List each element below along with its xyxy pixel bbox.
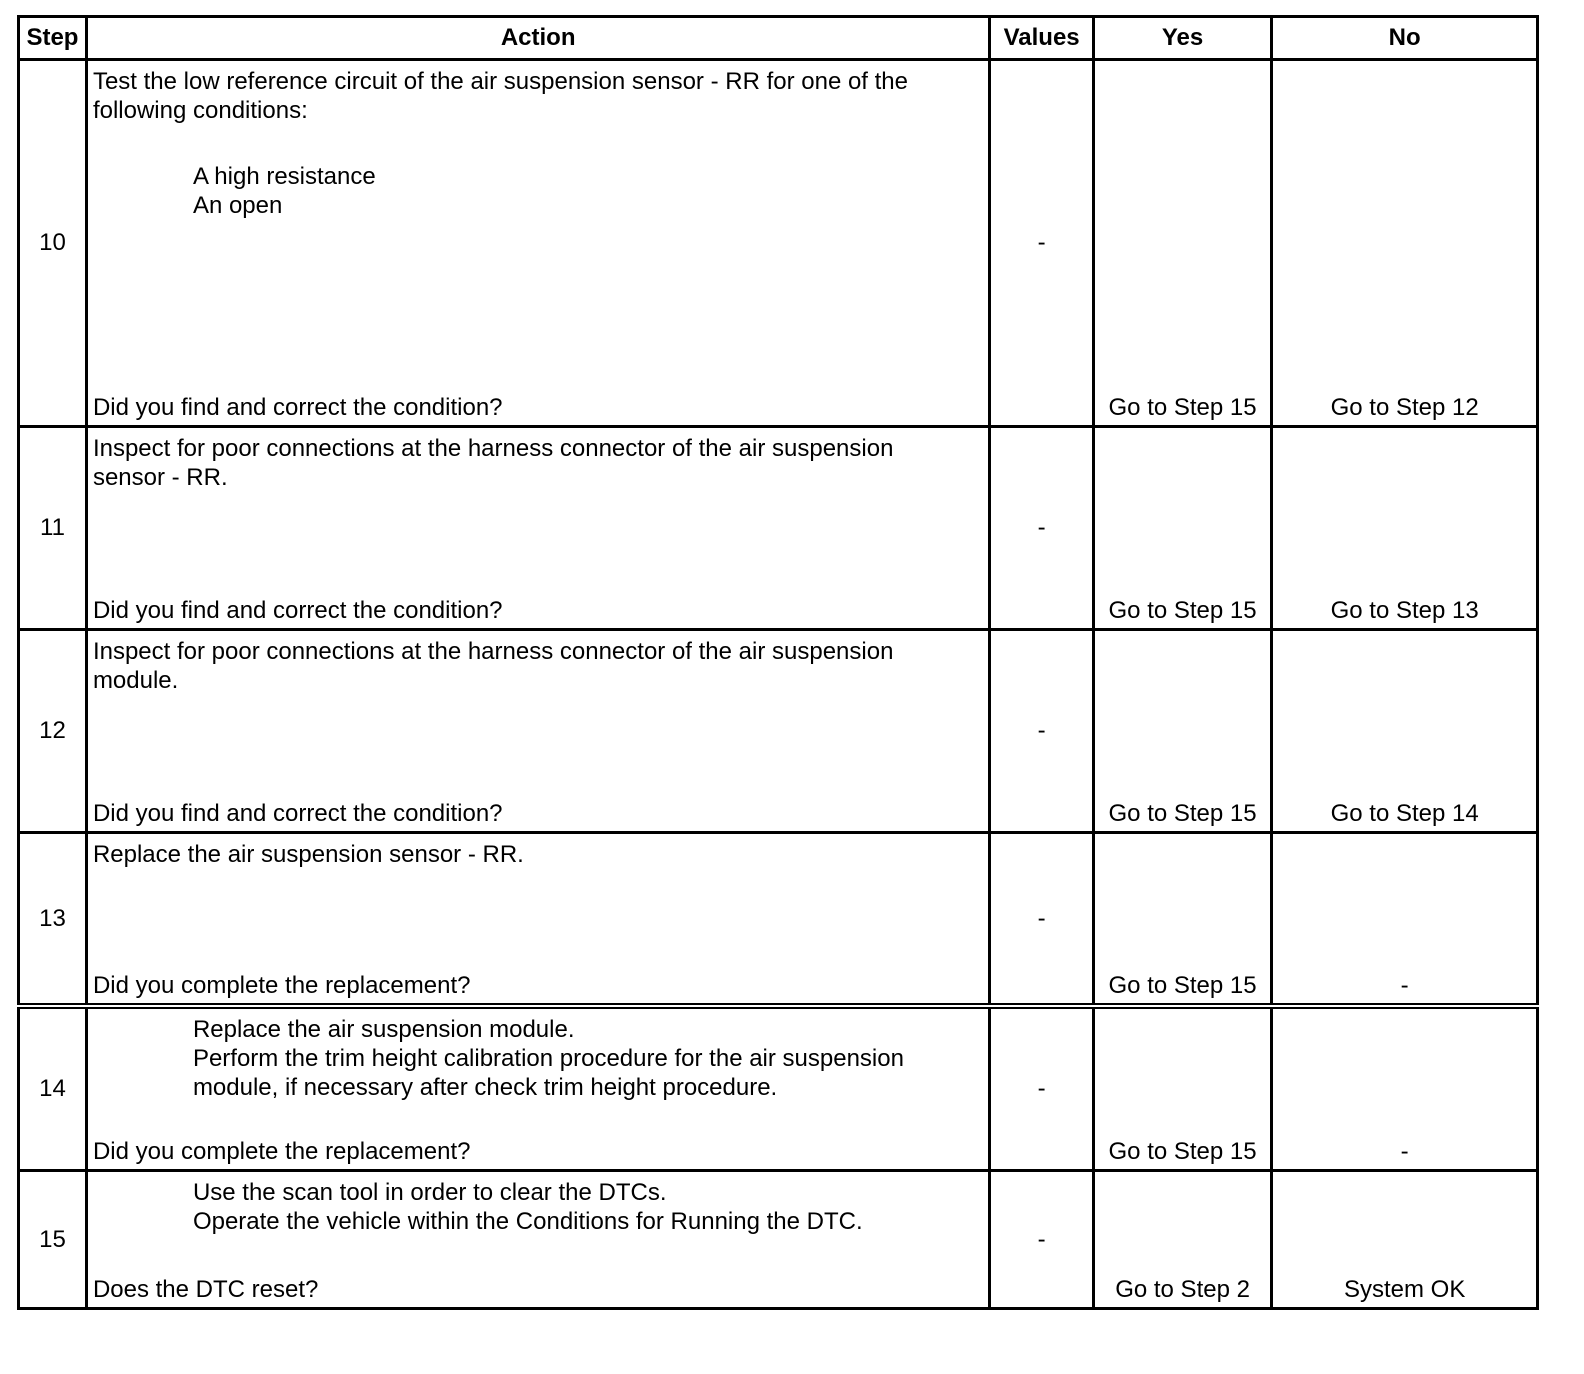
- yes-target: Go to Step 15: [1108, 394, 1257, 421]
- yes-cell: [1093, 60, 1271, 427]
- no-target: Go to Step 14: [1330, 800, 1479, 827]
- header-row: [19, 17, 1538, 60]
- no-cell: [1272, 1171, 1538, 1309]
- yes-cell: [1093, 427, 1271, 630]
- condition-item: A high resistance: [192, 163, 376, 190]
- question-text: Does the DTC reset?: [92, 1276, 319, 1303]
- action-item: Use the scan tool in order to clear the DTCs.: [192, 1179, 667, 1206]
- header-action: Action: [86, 17, 989, 60]
- yes-target: Go to Step 15: [1108, 972, 1257, 999]
- yes-cell: [1093, 630, 1271, 833]
- header-values: Values: [990, 17, 1093, 60]
- no-target: Go to Step 12: [1330, 394, 1479, 421]
- action-item: Perform the trim height calibration procedure for the air suspension: [192, 1045, 904, 1072]
- action-cell: [86, 1171, 989, 1309]
- action-cell: [86, 833, 989, 1007]
- question-text: Did you find and correct the condition?: [92, 800, 503, 827]
- no-cell: [1272, 833, 1538, 1007]
- table-row: [19, 833, 1538, 1007]
- step-number: 13: [19, 833, 87, 1007]
- table-row: [19, 60, 1538, 427]
- values-cell: -: [990, 1171, 1093, 1309]
- step-number: 10: [19, 60, 87, 427]
- step-number: 15: [19, 1171, 87, 1309]
- action-item: Replace the air suspension module.: [192, 1016, 575, 1043]
- no-cell: [1272, 630, 1538, 833]
- no-target: -: [1400, 1138, 1409, 1165]
- step-number: 12: [19, 630, 87, 833]
- yes-target: Go to Step 15: [1108, 597, 1257, 624]
- action-text: following conditions:: [92, 97, 308, 124]
- values-cell: -: [990, 833, 1093, 1007]
- yes-target: Go to Step 2: [1115, 1276, 1250, 1303]
- diagnostic-table: [17, 15, 1539, 1310]
- action-cell: [86, 630, 989, 833]
- yes-cell: [1093, 833, 1271, 1007]
- step-number: 11: [19, 427, 87, 630]
- no-target: -: [1400, 972, 1409, 999]
- table-row: [19, 630, 1538, 833]
- values-cell: -: [990, 1006, 1093, 1171]
- values-cell: -: [990, 427, 1093, 630]
- yes-cell: [1093, 1006, 1271, 1171]
- condition-item: An open: [192, 192, 283, 219]
- question-text: Did you find and correct the condition?: [92, 597, 503, 624]
- header-step: Step: [19, 17, 87, 60]
- action-cell: [86, 60, 989, 427]
- yes-target: Go to Step 15: [1108, 800, 1257, 827]
- question-text: Did you find and correct the condition?: [92, 394, 503, 421]
- no-cell: [1272, 60, 1538, 427]
- yes-cell: [1093, 1171, 1271, 1309]
- action-text: sensor - RR.: [92, 464, 228, 491]
- no-target: System OK: [1343, 1276, 1466, 1303]
- values-cell: -: [990, 630, 1093, 833]
- no-target: Go to Step 13: [1330, 597, 1479, 624]
- action-item: module, if necessary after check trim height procedure.: [192, 1074, 778, 1101]
- header-no: No: [1272, 17, 1538, 60]
- action-text: Inspect for poor connections at the harness connector of the air suspension: [92, 638, 894, 665]
- values-cell: -: [990, 60, 1093, 427]
- question-text: Did you complete the replacement?: [92, 1138, 471, 1165]
- header-yes: Yes: [1093, 17, 1271, 60]
- no-cell: [1272, 427, 1538, 630]
- step-number: 14: [19, 1006, 87, 1171]
- action-text: Test the low reference circuit of the air suspension sensor - RR for one of the: [92, 68, 908, 95]
- yes-target: Go to Step 15: [1108, 1138, 1257, 1165]
- action-cell: [86, 1006, 989, 1171]
- question-text: Did you complete the replacement?: [92, 972, 471, 999]
- action-text: Replace the air suspension sensor - RR.: [92, 841, 524, 868]
- action-item: Operate the vehicle within the Conditions for Running the DTC.: [192, 1208, 863, 1235]
- action-cell: [86, 427, 989, 630]
- no-cell: [1272, 1006, 1538, 1171]
- table-row: [19, 1006, 1538, 1171]
- action-text: module.: [92, 667, 179, 694]
- table-row: [19, 1171, 1538, 1309]
- action-text: Inspect for poor connections at the harness connector of the air suspension: [92, 435, 894, 462]
- table-row: [19, 427, 1538, 630]
